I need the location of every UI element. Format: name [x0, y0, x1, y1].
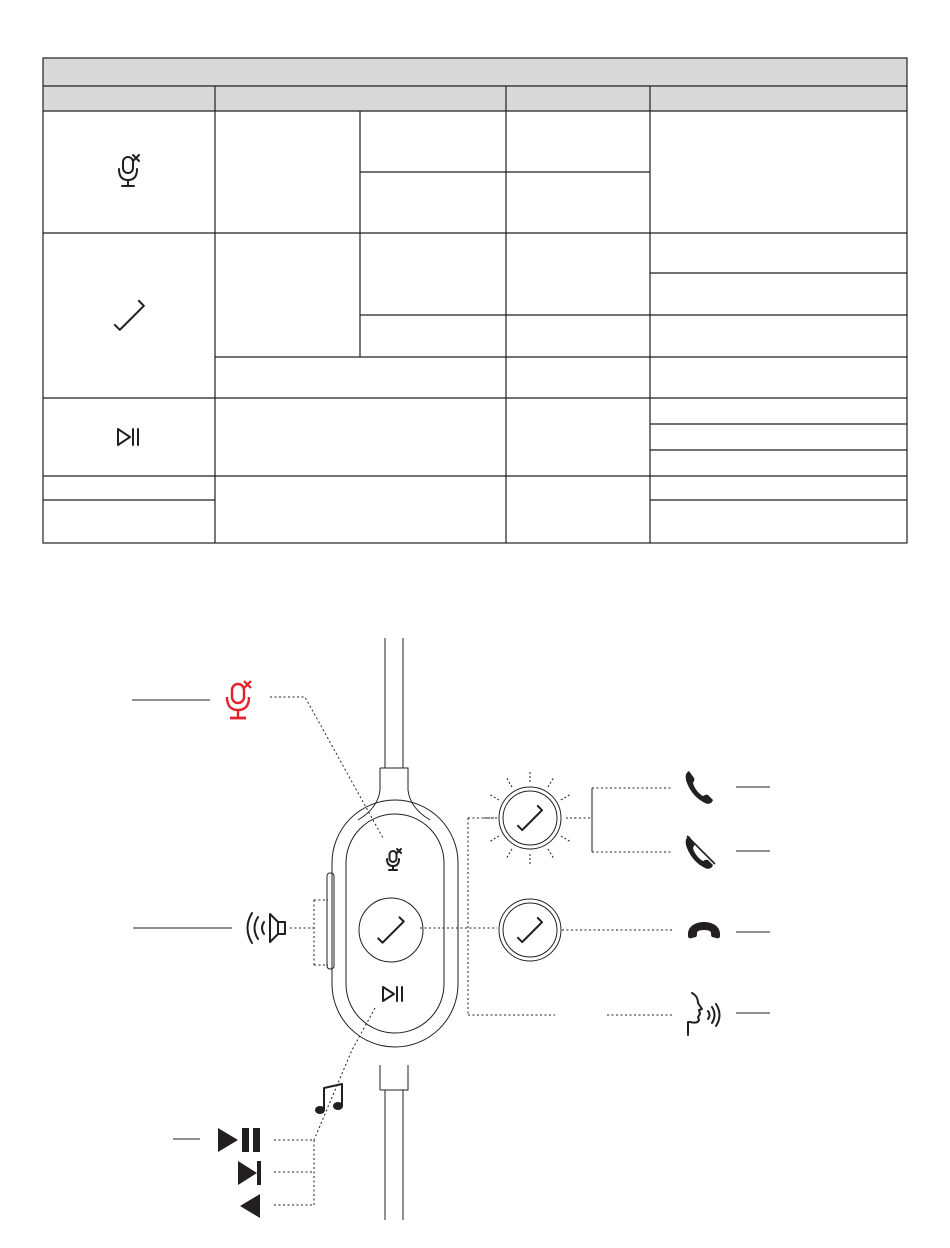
controller-call-button[interactable]	[359, 898, 423, 962]
media-play-pause-icon	[218, 1128, 260, 1152]
call-button-steady	[499, 899, 561, 961]
phone-decline-icon	[686, 836, 715, 869]
inline-controller	[327, 800, 458, 1047]
headset-cable	[358, 638, 430, 1220]
speaker-volume-icon	[248, 913, 286, 943]
phone-end-icon	[688, 922, 720, 938]
controller-play-pause-button[interactable]	[383, 987, 402, 1001]
mic-mute-indicator-icon	[227, 681, 251, 718]
controller-mute-button[interactable]	[387, 849, 401, 870]
previous-track-icon	[240, 1194, 260, 1218]
voice-assistant-icon	[688, 993, 720, 1035]
music-note-icon	[315, 1084, 343, 1114]
next-track-icon	[238, 1161, 261, 1185]
phone-answer-icon	[686, 771, 713, 804]
handset-icon	[378, 917, 403, 942]
